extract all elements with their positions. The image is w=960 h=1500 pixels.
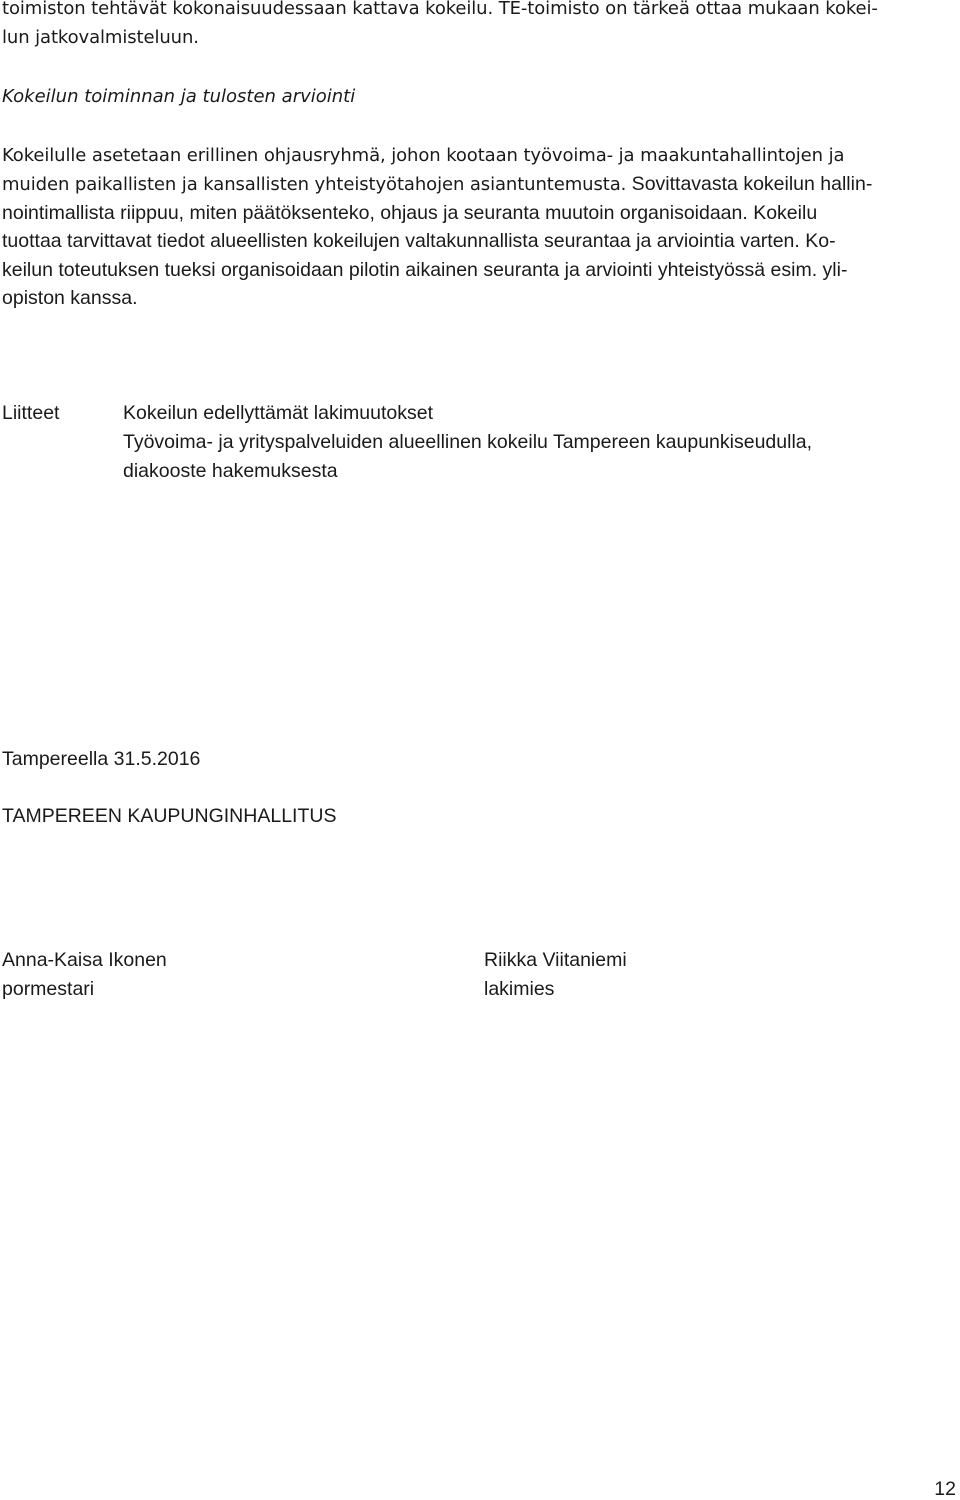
section-line-3: nointimallista riippuu, miten päätöksenteko, ohjaus ja seuranta muutoin organisoidaan. Kokeilu: [2, 202, 818, 224]
attachments-label: Liitteet: [2, 402, 60, 424]
signatory-name: Riikka Viitaniemi: [484, 949, 627, 971]
organization-name: TAMPEREEN KAUPUNGINHALLITUS: [2, 805, 337, 827]
signatory-title: pormestari: [2, 978, 95, 1000]
signatory-block: [2, 946, 167, 1004]
intro-line-2: lun jatkovalmisteluun.: [2, 27, 199, 48]
intro-line-1: toimiston tehtävät kokonaisuudessaan kattava kokeilu. TE-toimisto on tärkeä ottaa mukaan kokei-: [2, 0, 878, 19]
signatory-block: [484, 946, 627, 1004]
page-number: 12: [934, 1478, 956, 1500]
signatory-title: lakimies: [484, 978, 555, 1000]
section-line-5: keilun toteutuksen tueksi organisoidaan pilotin aikainen seuranta ja arviointi yhteistyössä esim. yli-: [2, 259, 848, 281]
section-line-6: opiston kanssa.: [2, 287, 138, 309]
section-line-1: Kokeilulle asetetaan erillinen ohjausryhmä, johon kootaan työvoima- ja maakuntahallintojen ja: [2, 145, 845, 166]
signatory-name: Anna-Kaisa Ikonen: [2, 949, 167, 971]
attachment-item: diakooste hakemuksesta: [123, 460, 338, 482]
section-line-2: [2, 170, 872, 199]
section-heading: Kokeilun toiminnan ja tulosten arviointi: [2, 86, 356, 107]
section-line-2b: Sovittavasta kokeilun hallin-: [626, 173, 873, 195]
attachment-item: Kokeilun edellyttämät lakimuutokset: [123, 402, 433, 424]
place-date: Tampereella 31.5.2016: [2, 748, 201, 770]
attachment-item: Työvoima- ja yrityspalveluiden alueellinen kokeilu Tampereen kaupunkiseudulla,: [123, 431, 813, 453]
attachments-list: [123, 399, 812, 486]
section-line-4: tuottaa tarvittavat tiedot alueellisten kokeilujen valtakunnallista seurantaa ja arviointia varten. Ko-: [2, 230, 836, 252]
section-line-2a: muiden paikallisten ja kansallisten yhteistyötahojen asiantuntemusta.: [2, 174, 627, 195]
